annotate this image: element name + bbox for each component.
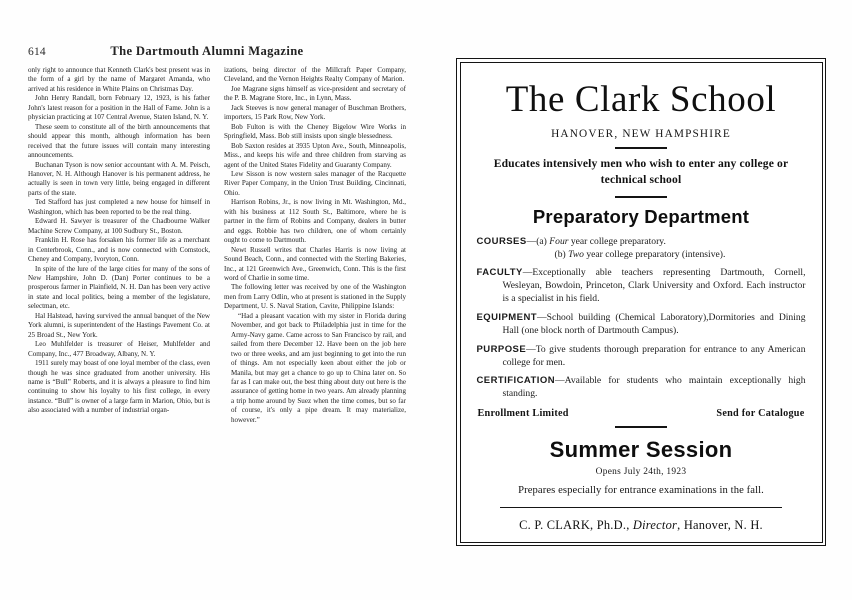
ad-preparatory-department-heading: Preparatory Department [532, 205, 750, 227]
ad-school-name: The Clark School [505, 78, 777, 120]
magazine-page-right [430, 0, 852, 600]
article-paragraph: Bob Fulton is with the Cheney Bigelow Wire Works in Springfield, Mass. Bob still insists upon single blessedness. [224, 122, 406, 141]
ad-director-name: C. P. CLARK, Ph.D., [519, 518, 633, 533]
ad-detail-item: PURPOSE—To give students thorough preparation for entrance to any American college for men. [476, 343, 806, 368]
article-paragraph: Edward H. Sawyer is treasurer of the Chadbourne Walker Machine Screw Company, at 100 Sudbury St., Boston. [28, 217, 210, 235]
article-paragraph: Jack Steeves is now general manager of Buschman Brothers, importers, 15 Park Row, New York. [224, 103, 406, 122]
ad-course-option-b: (b) Two year college preparatory (intensive). [554, 248, 726, 260]
article-paragraph: Newt Russell writes that Charles Harris is now living at Sound Beach, Conn., and connected with the Sterling Bakeries, Inc., at 121 Greenwich Ave., Greenwich, Conn. This is the first word of Charlie in some time. [224, 245, 406, 282]
article-paragraph: Hal Halstead, having survived the annual banquet of the New York alumni, is superintendent of the Hastings Pavement Co. at 25 Broad St., New York. [28, 311, 210, 339]
ad-tagline: Educates intensively men who wish to enter any college or technical school [493, 156, 789, 186]
ad-send-for-catalogue: Send for Catalogue [716, 408, 805, 420]
ad-detail-item: COURSES—(a) Four year college preparatory. (b) Two year college preparatory (intensive). [477, 235, 806, 261]
article-columns [28, 66, 406, 566]
article-paragraph: “Had a pleasant vacation with my sister in Florida during November, and got back to Philadelphia just in time for the Army-Navy game. Came across to San Francisco by rail, and sailed from there December 12. Have been on the job here two or three weeks, and am just beginning to get into the run of things. Am not especially keen about either the job or Manila, but may get a chance to go up to China later on. So far as I can make out, the best thing about duty out here is the assurance of getting home in two years. Am already planning a trip home around by Suez when the time comes, but so far of course, it's only a pipe dream. It may materialize, however.” [231, 311, 406, 424]
ad-detail-label: CERTIFICATION [476, 375, 556, 387]
article-paragraph: only right to announce that Kenneth Clark's best present was in the form of a girl by the name of Margaret Amanda, who arrived at his residence in White Plains on Christmas Day. [28, 66, 210, 93]
page-title: The Dartmouth Alumni Magazine [110, 44, 304, 58]
advertisement-clark-school [460, 62, 823, 543]
article-paragraph: izations, being director of the Millcraft Paper Company, Cleveland, and the Vernon Heights Realty Company of Marion. [224, 66, 406, 84]
ad-detail-label: PURPOSE [476, 343, 527, 355]
ad-school-location: HANOVER, NEW HAMPSHIRE [551, 127, 731, 140]
ad-detail-body: School building (Chemical Laboratory),Dormitories and Dining Hall (one block north of Dartmouth Campus). [502, 311, 806, 337]
text-column-two [224, 66, 406, 566]
divider-rule-summer [615, 426, 667, 428]
ad-detail-label: COURSES [476, 235, 527, 247]
running-head [28, 44, 404, 60]
ad-detail-label: EQUIPMENT [476, 311, 538, 323]
ad-enrollment-row [477, 408, 806, 419]
ad-summer-prepares-text: Prepares especially for entrance examinations in the fall. [518, 485, 764, 497]
article-paragraph: Leo Muhlfelder is treasurer of Heiser, Muhlfelder and Company, Inc., 477 Broadway, Albany, N. Y. [28, 340, 210, 358]
article-paragraph: Harrison Robins, Jr., is now living in Mt. Washington, Md., with his business at 112 South St., Baltimore, where he is partner in the firm of Robins and Company, dealers in butter and eggs. Robbie has two children, one of whom certainly ought to come to Dartmouth. [224, 198, 406, 245]
ad-summer-opens-date: Opens July 24th, 1923 [595, 467, 687, 478]
ad-enrollment-limited: Enrollment Limited [477, 408, 569, 420]
divider-rule-bottom [500, 507, 783, 508]
article-paragraph: In spite of the lure of the large cities for many of the sons of New Hampshire, John D. (Dan) Porter continues to be a prosperous farmer in Plainfield, N. H. Dan has been very active in state and local politics, being a member of the legislature, selectman, etc. [28, 264, 210, 311]
divider-rule-top [615, 147, 667, 149]
article-paragraph: John Henry Randall, born February 12, 1923, is his father John's latest reason for a position in the Hall of Fame. John is a physician practicing at 107 Central Avenue, Staten Island, N. Y. [28, 94, 210, 122]
ad-director-line [477, 518, 806, 533]
article-paragraph: Lew Sisson is now western sales manager of the Racquette River Paper Company, in the Union Trust Building, Cincinnati, Ohio. [224, 169, 406, 197]
article-paragraph: Bob Saxton resides at 3935 Upton Ave., South, Minneapolis, Miss., and keeps his wife and three children from starving as agent of the United States Fidelity and Guaranty Company. [224, 141, 406, 169]
article-paragraph: Ted Stafford has just completed a new house for himself in Washington, which has been reported to be the real thing. [28, 198, 210, 216]
ad-detail-body: To give students thorough preparation for entrance to any American college for men. [502, 343, 806, 368]
ad-course-option-a: (a) Four year college preparatory. [536, 235, 666, 247]
ad-detail-body: Available for students who maintain exceptionally high standing. [502, 375, 806, 400]
ad-detail-item: FACULTY—Exceptionally able teachers representing Dartmouth, Cornell, Wesleyan, Bowdoin, Princeton, Clark University and Oxford. Each instructor is a specialist in his field. [476, 267, 806, 305]
article-paragraph: The following letter was received by one of the Washington men from Larry Odlin, who at present is stationed in the Supply Department, U. S. Naval Station, Cavite, Philippine Islands: [224, 283, 406, 311]
article-paragraph: 1911 surely may boast of one loyal member of the class, even though he was since graduated from another university. His name is “Bull” Roberts, and it is always a pleasure to find him continuing to show his loyalty to his first college, in every instance. “Bull” is owner of a large farm in Marion, Ohio, but is also associated with a number of industrial organ- [28, 359, 211, 415]
ad-director-place: , Hanover, N. H. [677, 518, 763, 533]
article-paragraph: Buchanan Tyson is now senior accountant with A. M. Peisch, Hanover, N. H. Although Hanover is his permanent address, he actually is seen in town very little, being engaged in different parts of the state. [28, 160, 210, 197]
page-number: 614 [28, 46, 46, 58]
divider-rule-mid [615, 196, 667, 198]
ad-detail-list [477, 235, 806, 407]
ad-detail-label: FACULTY [476, 267, 523, 279]
ad-detail-item: EQUIPMENT—School building (Chemical Laboratory),Dormitories and Dining Hall (one block north of Dartmouth Campus). [476, 311, 806, 337]
ad-summer-session-heading: Summer Session [549, 437, 733, 463]
ad-detail-item: CERTIFICATION—Available for students who maintain exceptionally high standing. [476, 375, 806, 400]
text-column-one [28, 66, 210, 566]
article-paragraph: Joe Magrane signs himself as vice-president and secretary of the P. B. Magrane Store, Inc., in Lynn, Mass. [224, 84, 406, 103]
article-paragraph: These seem to constitute all of the birth announcements that should appear this month, although information has been received that the future issues will contain many interesting announcements. [28, 122, 210, 160]
advertisement-border-outer [456, 58, 826, 546]
article-paragraph: Franklin H. Rose has forsaken his former life as a merchant in Centerbrook, Conn., and is now connected with Comstock, Cheney and Company, Ivoryton, Conn. [28, 236, 210, 264]
ad-director-title: Director [632, 518, 678, 533]
ad-detail-body: Exceptionally able teachers representing Dartmouth, Cornell, Wesleyan, Bowdoin, Princeton, Clark University and Oxford. Each instructor is a specialist in his field. [502, 267, 806, 305]
